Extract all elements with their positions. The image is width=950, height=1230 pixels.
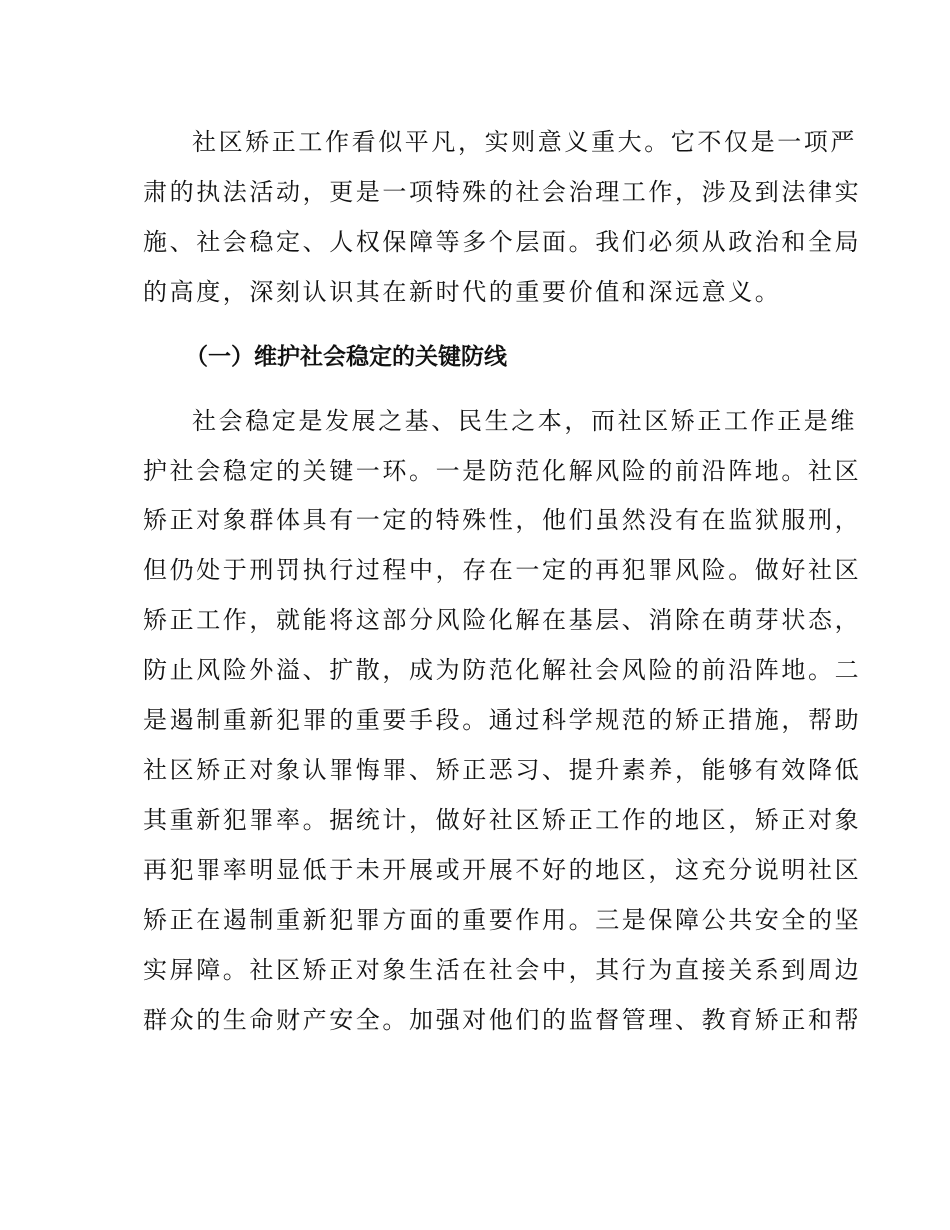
paragraph-line: 矫正对象群体具有一定的特殊性，他们虽然没有在监狱服刑， [143,506,862,534]
paragraph-line: 矫正在遏制重新犯罪方面的重要作用。三是保障公共安全的坚 [143,906,862,934]
paragraph-line: 护社会稳定的关键一环。一是防范化解风险的前沿阵地。社区 [143,457,862,485]
paragraph-line: 施、社会稳定、人权保障等多个层面。我们必须从政治和全局 [143,228,862,256]
section-heading: （一）维护社会稳定的关键防线 [185,344,507,370]
paragraph-line: 是遏制重新犯罪的重要手段。通过科学规范的矫正措施，帮助 [143,706,862,734]
paragraph-line: 矫正工作，就能将这部分风险化解在基层、消除在萌芽状态， [143,606,862,634]
paragraph-line: 其重新犯罪率。据统计，做好社区矫正工作的地区，矫正对象 [143,806,862,834]
paragraph-line: 防止风险外溢、扩散，成为防范化解社会风险的前沿阵地。二 [143,656,862,684]
paragraph-line: 但仍处于刑罚执行过程中，存在一定的再犯罪风险。做好社区 [143,556,862,584]
paragraph-line: 群众的生命财产安全。加强对他们的监督管理、教育矫正和帮 [143,1006,862,1034]
paragraph-line: 社区矫正工作看似平凡，实则意义重大。它不仅是一项严 [192,128,857,156]
paragraph-line: 肃的执法活动，更是一项特殊的社会治理工作，涉及到法律实 [143,178,862,206]
paragraph-line: 社会稳定是发展之基、民生之本，而社区矫正工作正是维 [192,407,857,435]
paragraph-line: 实屏障。社区矫正对象生活在社会中，其行为直接关系到周边 [143,956,862,984]
paragraph-line: 再犯罪率明显低于未开展或开展不好的地区，这充分说明社区 [143,856,862,884]
paragraph-line: 社区矫正对象认罪悔罪、矫正恶习、提升素养，能够有效降低 [143,756,862,784]
paragraph-line: 的高度，深刻认识其在新时代的重要价值和深远意义。 [143,278,782,306]
